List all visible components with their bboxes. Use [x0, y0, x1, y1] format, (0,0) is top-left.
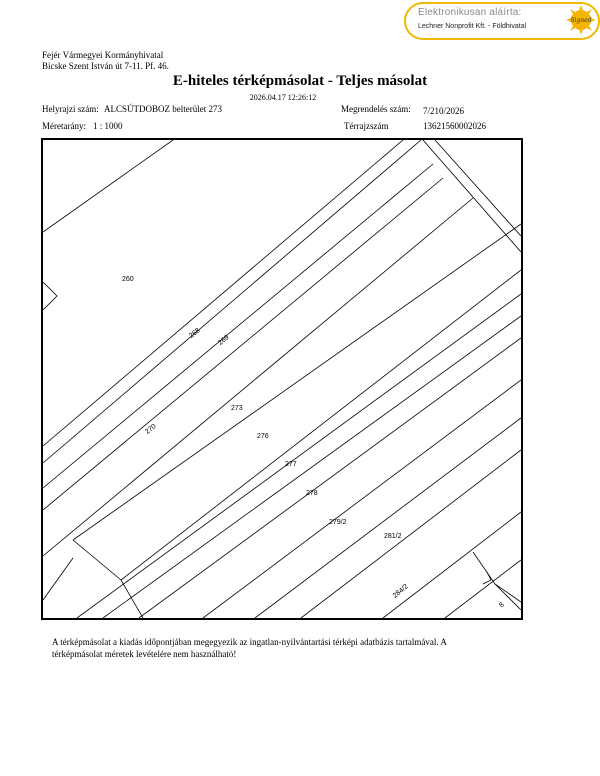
order-value: 7/210/2026 [423, 106, 465, 116]
parcel-label-269: 269 [217, 334, 231, 347]
parcel-label-278: 278 [306, 490, 318, 497]
sheet-value: 13621560002026 [423, 121, 486, 131]
footer-line-2: térképmásolat méretek levételére nem használható! [52, 649, 237, 659]
seal-text: Signed [570, 17, 592, 24]
parcel-label-279-2: 279/2 [329, 519, 347, 526]
order-label: Megrendelés szám: [341, 104, 411, 114]
parcel-label-260: 260 [122, 276, 134, 283]
parcel-value: ALCSÚTDOBOZ belterület 273 [104, 104, 222, 114]
parcel-label-277: 277 [285, 461, 297, 468]
map-lines [43, 140, 521, 618]
signature-title: Elektronikusan aláírta: [418, 7, 522, 18]
signature-signer: Lechner Nonprofit Kft. - Földhivatal [418, 23, 527, 30]
page-title: E-hiteles térképmásolat - Teljes másolat [172, 73, 428, 89]
cadastral-map [41, 138, 523, 620]
footer-line-1: A térképmásolat a kiadás időpontjában megegyezik az ingatlan-nyilvántartási térképi adatbázis tartalmával. A [52, 637, 447, 647]
timestamp: 2026.04.17 12:26:12 [249, 93, 317, 102]
parcel-label: Helyrajzi szám: [42, 104, 99, 114]
parcel-label-276: 276 [257, 433, 269, 440]
office-address: Bicske Szent István út 7-11. Pf. 46. [42, 61, 169, 71]
parcel-label-273: 273 [231, 405, 243, 412]
signature-badge [404, 2, 600, 40]
parcel-label-268: 268 [188, 327, 202, 340]
parcel-label-284-2: 284/2 [391, 583, 410, 600]
seal-icon [566, 5, 596, 35]
parcel-label-281-2: 281/2 [384, 533, 402, 540]
footer-note [52, 636, 502, 660]
parcel-label-270: 270 [144, 423, 158, 436]
sheet-label: Térrajzszám [344, 121, 389, 131]
scale-label: Méretarány: [42, 121, 86, 131]
parcel-label-8: 8 [498, 601, 506, 610]
scale-value: 1 : 1000 [93, 121, 123, 131]
office-name: Fejér Vármegyei Kormányhivatal [42, 50, 164, 60]
